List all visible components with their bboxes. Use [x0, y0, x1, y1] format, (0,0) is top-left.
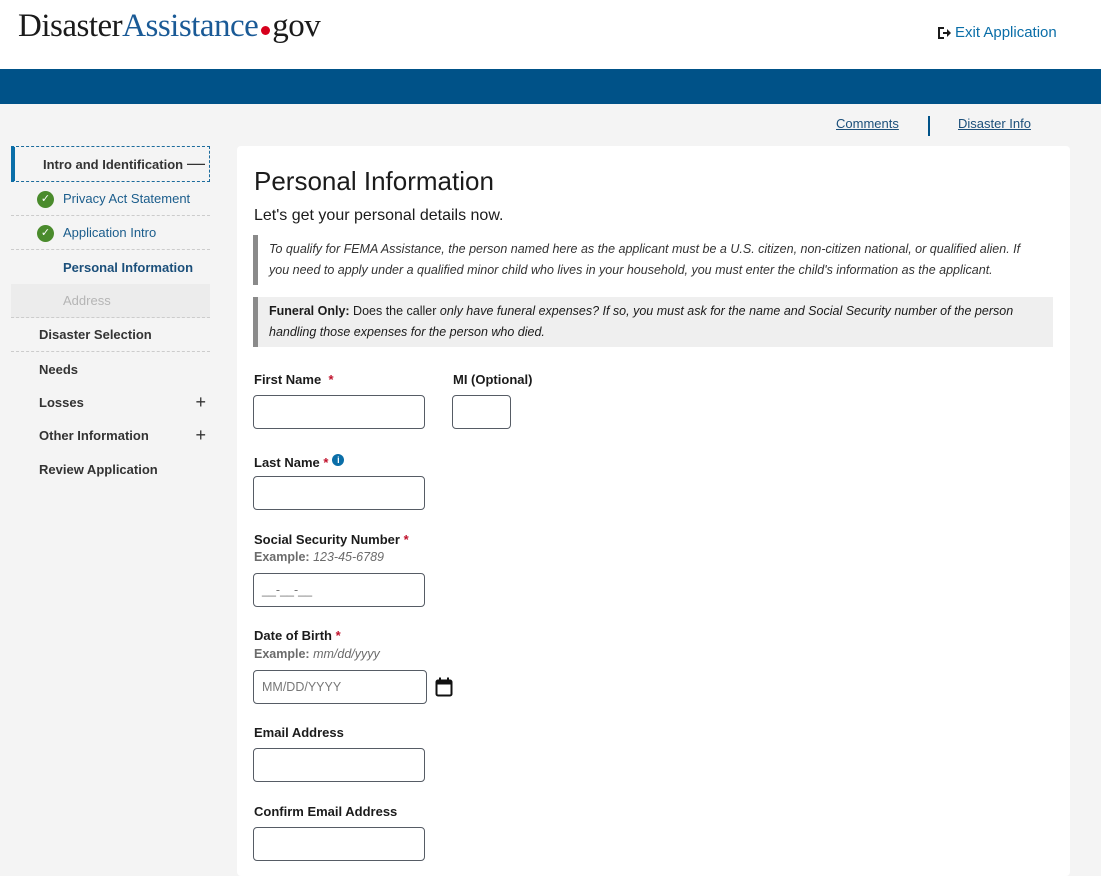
mi-label: MI (Optional) [453, 372, 533, 387]
sidebar-item-label: Intro and Identification [43, 156, 184, 172]
divider [928, 116, 930, 136]
sidebar-item-label: Review Application [39, 461, 158, 477]
exit-label: Exit Application [955, 24, 1057, 41]
mi-input[interactable] [452, 395, 511, 429]
check-circle-icon: ✓ [37, 225, 54, 242]
header-band [0, 69, 1101, 104]
dob-placeholder: MM/DD/YYYY [262, 680, 342, 694]
last-name-input[interactable] [253, 476, 425, 510]
sidebar-item-review-application[interactable] [11, 452, 210, 486]
dob-label: Date of Birth * [254, 628, 341, 643]
sidebar-item-application-intro[interactable] [11, 216, 210, 250]
first-name-input[interactable] [253, 395, 425, 429]
sidebar-item-label: Disaster Selection [39, 327, 152, 342]
check-circle-icon: ✓ [37, 191, 54, 208]
note-text: Does the caller [349, 304, 440, 318]
comments-link[interactable]: Comments [836, 116, 899, 131]
sidebar-item-personal-information[interactable] [11, 250, 210, 284]
expand-icon[interactable]: + [195, 392, 206, 412]
exit-icon [937, 26, 951, 40]
funeral-note [253, 297, 1053, 347]
page-subtitle: Let's get your personal details now. [254, 207, 504, 224]
email-input[interactable] [253, 748, 425, 782]
sidebar-item-other-information[interactable] [11, 419, 210, 452]
logo-text: Disaster [18, 8, 123, 44]
disaster-info-link[interactable]: Disaster Info [958, 116, 1031, 131]
eligibility-note: To qualify for FEMA Assistance, the person named here as the applicant must be a U.S. citizen, non-citizen national, or qualified alien. If you need to apply under a qualified minor child who lives in your household, you must enter the child's information as the applicant. [253, 235, 1053, 285]
sidebar-item-losses[interactable] [11, 386, 210, 419]
ssn-placeholder: __-__-__ [262, 583, 313, 597]
dob-input[interactable] [253, 670, 427, 704]
confirm-email-input[interactable] [253, 827, 425, 861]
logo-text: gov [272, 8, 321, 44]
sidebar-item-label: Needs [39, 361, 79, 377]
sidebar-item-label: Personal Information [63, 259, 194, 275]
sidebar-item-privacy-act[interactable] [11, 182, 210, 216]
sidebar-nav [11, 146, 210, 486]
sidebar-item-label: Application Intro [63, 225, 157, 240]
info-icon[interactable]: i [332, 454, 344, 466]
note-bold: Funeral Only: [269, 304, 350, 318]
site-header [0, 0, 1101, 69]
ssn-label: Social Security Number * [254, 532, 409, 547]
note-italic: only have funeral expenses? If so, you must ask for the name and Social Security number of the person handling those expenses for the person who died. [269, 304, 1014, 339]
calendar-icon[interactable] [435, 677, 453, 697]
sidebar-item-intro-identification[interactable] [11, 146, 210, 182]
ssn-example: Example: 123-45-6789 [254, 550, 384, 564]
sidebar-item-label: Other Information [39, 428, 149, 443]
dob-example: Example: mm/dd/yyyy [254, 647, 380, 661]
first-name-label: First Name * [254, 372, 334, 387]
ssn-input[interactable] [253, 573, 425, 607]
disasterassistance-logo[interactable] [18, 8, 320, 45]
sidebar-item-disaster-selection[interactable] [11, 318, 210, 352]
sidebar-item-address [11, 284, 210, 318]
sidebar-item-label: Losses [39, 395, 84, 410]
confirm-email-label: Confirm Email Address [254, 804, 398, 819]
sidebar-item-label: Privacy Act Statement [63, 191, 191, 206]
collapse-icon[interactable]: — [187, 153, 205, 173]
last-name-label: Last Name * i [254, 454, 344, 470]
exit-application-button[interactable] [937, 24, 1057, 41]
sidebar-item-needs[interactable] [11, 352, 210, 386]
expand-icon[interactable]: + [195, 425, 206, 445]
sidebar-item-label: Address [63, 293, 111, 308]
email-label: Email Address [254, 725, 344, 740]
form-card [237, 146, 1070, 876]
page-title: Personal Information [254, 166, 494, 196]
logo-dot-icon [261, 26, 270, 35]
logo-text: Assistance [122, 8, 259, 44]
